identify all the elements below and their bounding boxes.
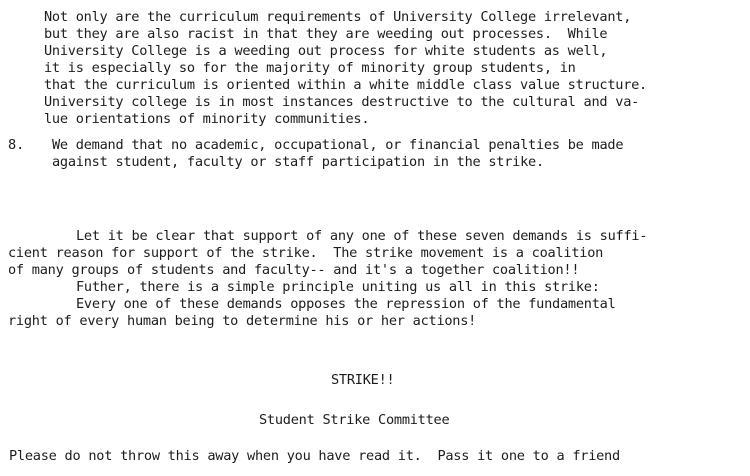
paragraph-1-line-4: it is especially so for the majority of minority group students, in — [44, 60, 576, 76]
footer-note: Please do not throw this away when you have read it. Pass it one to a friend — [9, 448, 620, 464]
paragraph-2-line-6: right of every human being to determine his or her actions! — [8, 313, 477, 329]
strike-heading: STRIKE!! — [331, 372, 395, 388]
paragraph-1-line-5: that the curriculum is oriented within a white middle class value structure. — [44, 77, 647, 93]
demand-8-number: 8. — [8, 137, 25, 153]
paragraph-1-line-2: but they are also racist in that they are weeding out processes. While — [44, 26, 608, 42]
demand-8-line-1: We demand that no academic, occupational, or financial penalties be made — [52, 137, 624, 153]
paragraph-2-line-4: Futher, there is a simple principle uniting us all in this strike: — [76, 279, 600, 295]
paragraph-2-line-2: cient reason for support of the strike. The strike movement is a coalition — [8, 245, 604, 261]
demand-8-line-2: against student, faculty or staff participation in the strike. — [52, 154, 544, 170]
paragraph-1-line-3: University College is a weeding out process for white students as well, — [44, 43, 608, 59]
strike-committee: Student Strike Committee — [259, 412, 450, 428]
paragraph-2-line-1: Let it be clear that support of any one of these seven demands is suffi- — [76, 228, 648, 244]
paragraph-1-line-1: Not only are the curriculum requirements of University College irrelevant, — [44, 9, 632, 25]
paragraph-2-line-5: Every one of these demands opposes the repression of the fundamental — [76, 296, 616, 312]
paragraph-2-line-3: of many groups of students and faculty-- and it's a together coalition!! — [8, 262, 580, 278]
paragraph-1-line-6: University college is in most instances destructive to the cultural and va- — [44, 94, 640, 110]
paragraph-1-line-7: lue orientations of minority communities. — [44, 111, 370, 127]
